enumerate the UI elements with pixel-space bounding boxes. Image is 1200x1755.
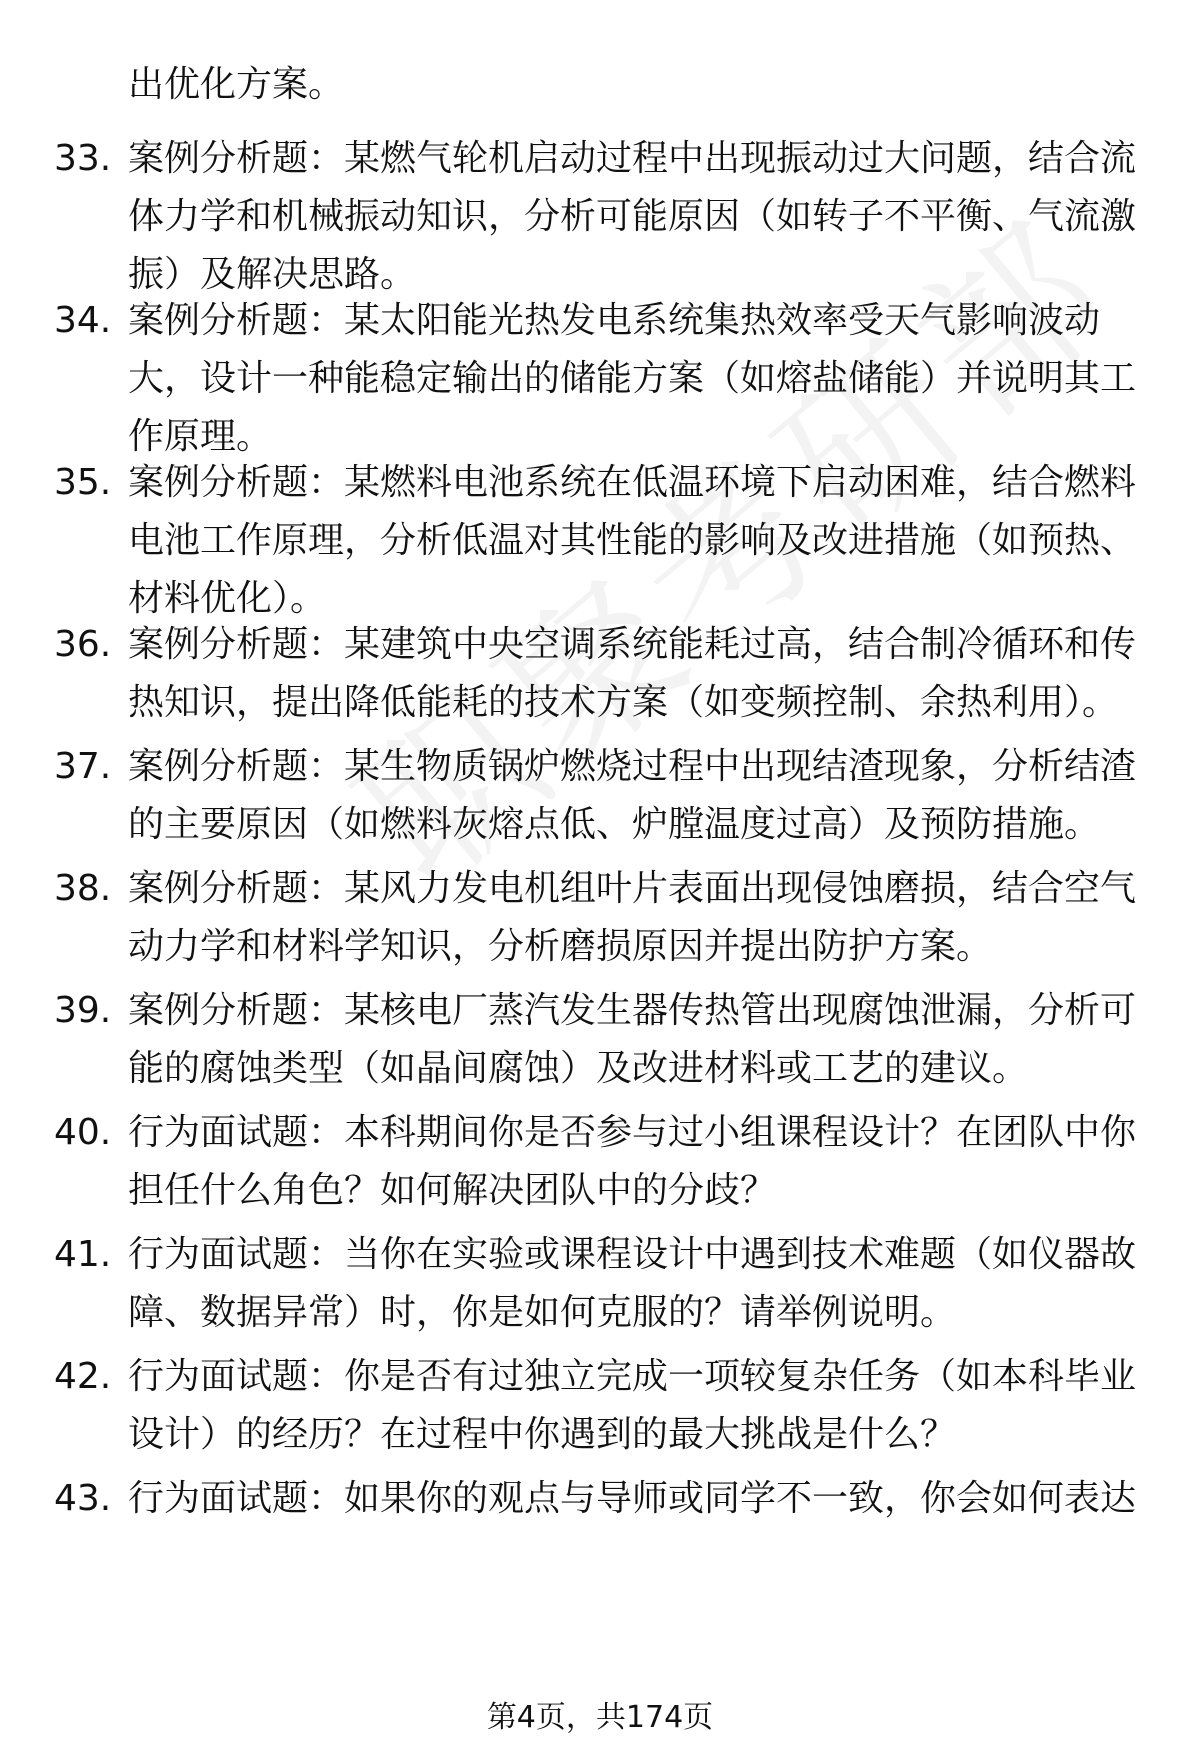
question-text: 案例分析题：某建筑中央空调系统能耗过高，结合制冷循环和传热知识，提出降低能耗的技术方案（如变频控制、余热利用）。 [128, 624, 1137, 723]
question-number: 38. [54, 868, 112, 909]
question-number: 40. [54, 1112, 112, 1153]
question-number: 35. [54, 462, 112, 503]
question-text: 案例分析题：某太阳能光热发电系统集热效率受天气影响波动大，设计一种能稳定输出的储能方案（如熔盐储能）并说明其工作原理。 [128, 300, 1137, 457]
question-text: 行为面试题：你是否有过独立完成一项较复杂任务（如本科毕业设计）的经历？在过程中你遇到的最大挑战是什么？ [128, 1356, 1137, 1455]
question-text: 案例分析题：某生物质锅炉燃烧过程中出现结渣现象，分析结渣的主要原因（如燃料灰熔点低、炉膛温度过高）及预防措施。 [128, 746, 1137, 845]
continuation-text: 出优化方案。 [128, 64, 345, 105]
question-number: 33. [54, 138, 112, 179]
question-number: 41. [54, 1234, 112, 1275]
question-text: 案例分析题：某风力发电机组叶片表面出现侵蚀磨损，结合空气动力学和材料学知识，分析磨损原因并提出防护方案。 [128, 868, 1137, 967]
question-number: 34. [54, 300, 112, 341]
question-text: 案例分析题：某燃料电池系统在低温环境下启动困难，结合燃料电池工作原理，分析低温对其性能的影响及改进措施（如预热、材料优化）。 [128, 462, 1137, 619]
question-number: 39. [54, 990, 112, 1031]
question-number: 36. [54, 624, 112, 665]
question-text: 案例分析题：某核电厂蒸汽发生器传热管出现腐蚀泄漏，分析可能的腐蚀类型（如晶间腐蚀）及改进材料或工艺的建议。 [128, 990, 1137, 1089]
question-number: 42. [54, 1356, 112, 1397]
question-text: 案例分析题：某燃气轮机启动过程中出现振动过大问题，结合流体力学和机械振动知识，分析可能原因（如转子不平衡、气流激振）及解决思路。 [128, 138, 1137, 295]
question-text: 行为面试题：本科期间你是否参与过小组课程设计？在团队中你担任什么角色？如何解决团队中的分歧？ [128, 1112, 1137, 1211]
question-number: 43. [54, 1478, 112, 1519]
question-text: 行为面试题：当你在实验或课程设计中遇到技术难题（如仪器故障、数据异常）时，你是如何克服的？请举例说明。 [128, 1234, 1137, 1333]
page-footer: 第4页，共174页 [486, 1700, 714, 1735]
question-text: 行为面试题：如果你的观点与导师或同学不一致，你会如何表达 [128, 1478, 1137, 1519]
question-number: 37. [54, 746, 112, 787]
